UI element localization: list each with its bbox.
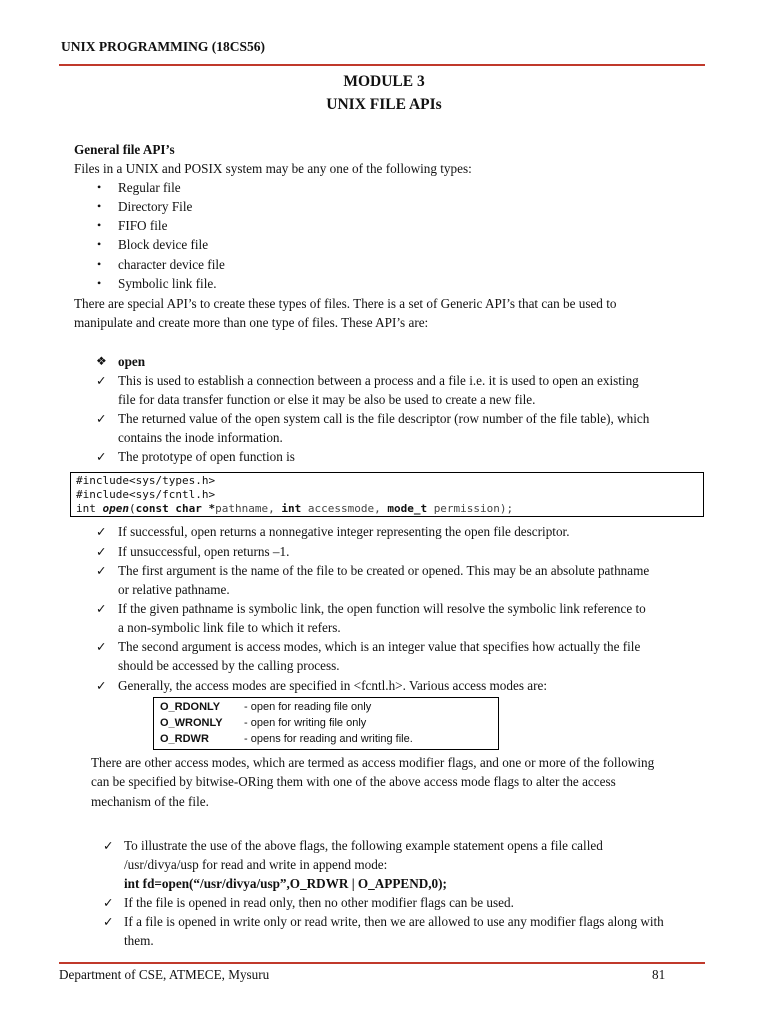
code-token: open <box>102 502 129 515</box>
point-line: contains the inode information. <box>118 430 283 445</box>
check-icon: ✓ <box>96 412 107 426</box>
bullet-icon: • <box>97 180 102 194</box>
bullet-icon: • <box>97 276 102 290</box>
code-token: int <box>281 502 308 515</box>
page-number: 81 <box>652 967 666 982</box>
paragraph-line: mechanism of the file. <box>91 794 209 809</box>
section-heading: General file API’s <box>74 142 175 157</box>
code-token: mode_t <box>387 502 434 515</box>
code-token: pathname, <box>215 502 282 515</box>
code-block <box>70 472 704 517</box>
point-line: If the given pathname is symbolic link, the open function will resolve the symbolic link reference to <box>118 601 646 616</box>
footer-department: Department of CSE, ATMECE, Mysuru <box>59 967 270 982</box>
check-icon: ✓ <box>103 839 114 853</box>
point-line: them. <box>124 933 154 948</box>
check-icon: ✓ <box>96 545 107 559</box>
point-line: /usr/divya/usp for read and write in append mode: <box>124 857 388 872</box>
list-item: Symbolic link file. <box>118 276 217 291</box>
point-line: If the file is opened in read only, then no other modifier flags can be used. <box>124 895 514 910</box>
diamond-icon: ❖ <box>96 354 107 368</box>
check-icon: ✓ <box>96 374 107 388</box>
check-icon: ✓ <box>96 640 107 654</box>
point-line: If successful, open returns a nonnegative integer representing the open file descriptor. <box>118 524 570 539</box>
list-item: Block device file <box>118 237 209 252</box>
point-line: The first argument is the name of the file to be created or opened. This may be an absolute pathname <box>118 563 650 578</box>
list-item: FIFO file <box>118 218 168 233</box>
code-token: const char * <box>135 502 216 515</box>
point-line: file for data transfer function or else it may be also be used to create a new file. <box>118 392 536 407</box>
paragraph-line: manipulate and create more than one type of files. These API’s are: <box>74 315 429 330</box>
code-token: accessmode, <box>307 502 388 515</box>
section-intro: Files in a UNIX and POSIX system may be any one of the following types: <box>74 161 472 176</box>
header-rule <box>59 64 705 66</box>
code-token: ( <box>129 502 136 515</box>
bullet-icon: • <box>97 237 102 251</box>
point-line: The second argument is access modes, which is an integer value that specifies how actually the file <box>118 639 641 654</box>
code-line: #include<sys/types.h> <box>76 474 216 487</box>
mode-name: O_RDONLY <box>160 701 221 713</box>
point-line: The prototype of open function is <box>118 449 295 464</box>
point-line: If a file is opened in write only or read write, then we are allowed to use any modifier flags along with <box>124 914 664 929</box>
check-icon: ✓ <box>96 602 107 616</box>
paragraph-line: can be specified by bitwise-ORing them with one of the above access mode flags to alter the access <box>91 774 616 789</box>
point-line: This is used to establish a connection between a process and a file i.e. it is used to open an existing <box>118 373 639 388</box>
paragraph-line: There are special API’s to create these types of files. There is a set of Generic API’s that can be used to <box>74 296 617 311</box>
module-title: UNIX FILE APIs <box>326 96 442 113</box>
mode-desc: - open for writing file only <box>244 717 367 729</box>
example-statement: int fd=open(“/usr/divya/usp”,O_RDWR | O_APPEND,0); <box>124 876 447 891</box>
bullet-icon: • <box>97 257 102 271</box>
point-line: Generally, the access modes are specified in <fcntl.h>. Various access modes are: <box>118 678 548 693</box>
point-line: If unsuccessful, open returns –1. <box>118 544 290 559</box>
check-icon: ✓ <box>96 564 107 578</box>
check-icon: ✓ <box>103 896 114 910</box>
check-icon: ✓ <box>96 679 107 693</box>
point-line: a non-symbolic link file to which it refers. <box>118 620 341 635</box>
open-heading: open <box>118 354 146 369</box>
check-icon: ✓ <box>96 450 107 464</box>
point-line: To illustrate the use of the above flags, the following example statement opens a file called <box>124 838 603 853</box>
bullet-icon: • <box>97 218 102 232</box>
module-number: MODULE 3 <box>343 73 425 90</box>
check-icon: ✓ <box>103 915 114 929</box>
running-header: UNIX PROGRAMMING (18CS56) <box>61 39 265 54</box>
list-item: Regular file <box>118 180 181 195</box>
bullet-icon: • <box>97 199 102 213</box>
point-line: or relative pathname. <box>118 582 230 597</box>
point-line: The returned value of the open system call is the file descriptor (row number of the file table), which <box>118 411 650 426</box>
code-token: int <box>76 502 103 515</box>
code-token: permission); <box>433 502 514 515</box>
mode-desc: - opens for reading and writing file. <box>244 733 413 745</box>
point-line: should be accessed by the calling process. <box>118 658 340 673</box>
footer-rule <box>59 962 705 964</box>
code-prototype <box>76 502 513 516</box>
check-icon: ✓ <box>96 525 107 539</box>
list-item: Directory File <box>118 199 193 214</box>
mode-name: O_WRONLY <box>160 717 223 729</box>
access-modes-table <box>153 697 499 750</box>
mode-name: O_RDWR <box>160 733 209 745</box>
paragraph-line: There are other access modes, which are termed as access modifier flags, and one or more of the following <box>91 755 655 770</box>
mode-desc: - open for reading file only <box>244 701 372 713</box>
code-line: #include<sys/fcntl.h> <box>76 488 216 501</box>
list-item: character device file <box>118 257 225 272</box>
